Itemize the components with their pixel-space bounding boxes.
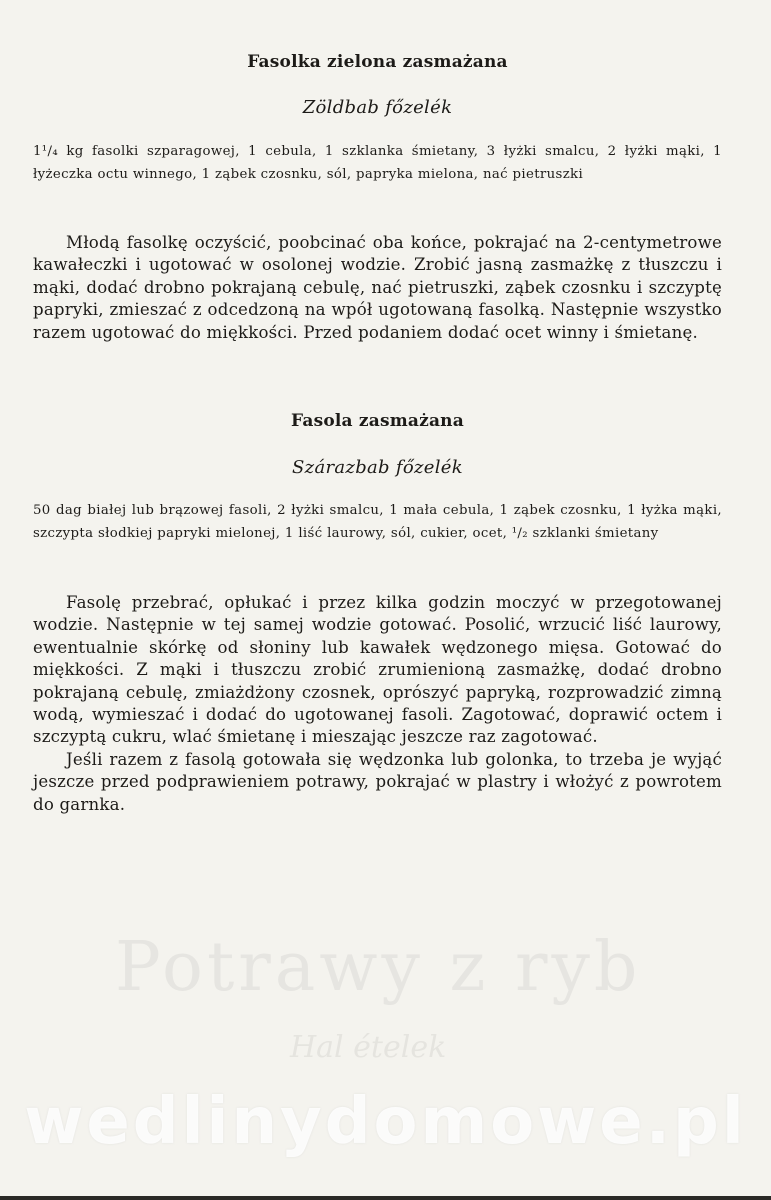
recipe-subtitle: Zöldbab főzelék <box>302 97 453 118</box>
instruction-paragraph: Fasolę przebrać, opłukać i przez kilka godzin moczyć w przegotowanej wodzie. Następnie w tej samej wodzie gotować. Posolić, wrzucić liść laurowy, ewentualnie skórkę od słoniny lub kawałek wędzonego mięsa. Gotować do miękkości. Z mąki i tłuszczu zrobić zrumienioną zasmażkę, dodać drobno pokrajaną cebulę, zmiażdżony czosnek, oprószyć papryką, rozprowadzić zimną wodą, wymieszać i dodać do ugotowanej fasoli. Zagotować, doprawić octem i szczyptą cukru, wlać śmietanę i mieszając jeszcze raz zagotować. <box>33 593 722 747</box>
instruction-paragraph: Jeśli razem z fasolą gotowała się wędzonka lub golonka, to trzeba je wyjąć jeszcze przed podprawieniem potrawy, pokrajać w plastry i włożyć z powrotem do garnka. <box>33 749 722 814</box>
show-through-subheading: Hal ételek <box>290 1030 447 1065</box>
recipe-subtitle: Szárazbab főzelék <box>292 457 463 478</box>
recipe-ingredients: 50 dag białej lub brązowej fasoli, 2 łyżki smalcu, 1 mała cebula, 1 ząbek czosnku, 1 łyżka mąki, szczypta słodkiej papryki mielonej, 1 liść laurowy, sól, cukier, ocet, ¹/₂ szklanki śmietany <box>33 503 722 541</box>
instruction-paragraph: Młodą fasolkę oczyścić, poobcinać oba końce, pokrajać na 2-centymetrowe kawałeczki i ugotować w osolonej wodzie. Zrobić jasną zasmażkę z tłuszczu i mąki, dodać drobno pokrajaną cebulę, nać pietruszki, ząbek czosnku i szczyptę papryki, zmieszać z odcedzoną na wpół ugotowaną fasolką. Następnie wszystko razem ugotować do miękkości. Przed podaniem dodać ocet winny i śmietanę. <box>33 233 722 342</box>
show-through-heading: Potrawy z ryb <box>115 928 642 1007</box>
recipe-title: Fasola zasmażana <box>291 411 464 431</box>
recipe-instructions <box>33 592 722 816</box>
page-edge <box>0 1196 771 1200</box>
site-watermark: wedlinydomowe.pl <box>24 1085 747 1159</box>
recipe-title: Fasolka zielona zasmażana <box>247 52 508 72</box>
recipe-ingredients: 1¹/₄ kg fasolki szparagowej, 1 cebula, 1 szklanka śmietany, 3 łyżki smalcu, 2 łyżki mąki, 1 łyżeczka octu winnego, 1 ząbek czosnku, sól, papryka mielona, nać pietruszki <box>33 144 722 182</box>
recipe-instructions <box>33 232 722 344</box>
